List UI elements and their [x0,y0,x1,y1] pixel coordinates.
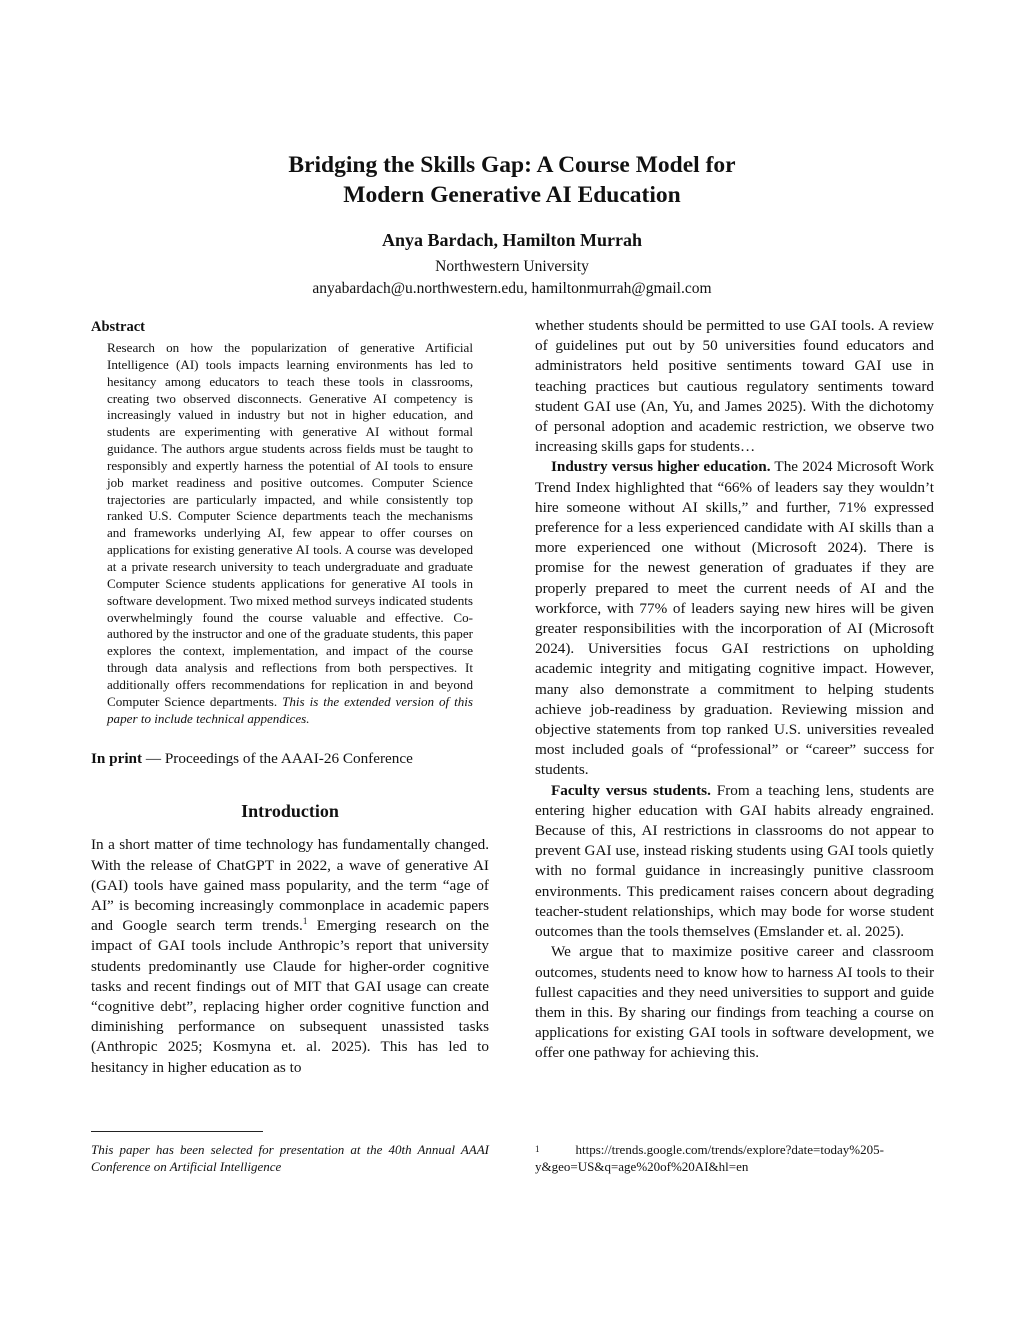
title-line-1: Bridging the Skills Gap: A Course Model for [288,152,736,178]
presentation-footnote: This paper has been selected for presentation at the 40th Annual AAAI Conference on Artificial Intelligence [91,1142,489,1174]
industry-text: The 2024 Microsoft Work Trend Index highlighted that “66% of leaders say they wouldn’t hire someone without AI skills,” and further, 71% expressed preference for a less experienced candidate with AI skills than a more experienced one without (Microsoft 2024). There is promise for the newest generation of graduates if they are properly prepared to meet the current needs of AI and the workforce, with 77% of leaders saying new hires will be given greater responsibilities with the incorporation of AI (Microsoft 2024). Universities focus GAI restrictions on upholding academic integrity and mitigating cognitive impact. However, many also demonstrate a commitment to helping students achieve job-readiness by graduation. Reviewing mission and objective statements from top ranked U.S. universities revealed most included goals of “professional” or “career” success for students. [535,458,934,779]
affiliation: Northwestern University [435,258,589,275]
abstract-italic-note: This is the extended version of this paper to include technical appendices. [107,693,474,726]
intro-paragraph-1 [91,835,489,1077]
right-column [535,316,934,1064]
in-print-line [91,749,489,769]
footnote-marker: 1 [302,916,308,927]
affiliation-block [150,256,874,300]
paper-title [150,150,874,210]
intro-paragraph-industry [535,457,934,780]
url-footnote-text: https://trends.google.com/trends/explore?date=today%205-y&geo=US&q=age%20of%20AI&hl=en [535,1142,884,1174]
in-print-text: — Proceedings of the AAAI-26 Conference [142,750,413,768]
footnote-rule [91,1131,263,1132]
url-footnote-number: 1 [535,1144,540,1154]
author-emails: anyabardach@u.northwestern.edu, hamiltonmurrah@gmail.com [312,280,712,297]
introduction-heading: Introduction [241,801,339,822]
faculty-text: From a teaching lens, students are entering higher education with GAI habits already engrained. Because of this, AI restrictions in classrooms do not appear to prevent GAI use, instead risking students using GAI tools quietly with no formal guidance in increasingly punitive classroom environments. This predicament raises concern about degrading teacher-student relationships, which may bode for worse student outcomes than the tools themselves (Emslander et. al. 2025). [535,781,934,941]
url-footnote [535,1141,934,1175]
industry-runin-heading: Industry versus higher education. [551,458,771,476]
abstract-text [107,340,473,727]
abstract-body: Research on how the popularization of generative Artificial Intelligence (AI) tools impacts learning environments has led to hesitancy among educators to teach these tools in classrooms, creating two observed disconnects. Generative AI competency is increasingly valued in industry but not in higher education, and students are experimenting with generative AI without formal guidance. The authors argue students across fields must be taught to responsibly and expertly harness the potential of AI tools to ensure job market readiness and positive outcomes. Computer Science trajectories are particularly impacted, and while consistently top ranked U.S. Computer Science departments teach the mechanisms and frameworks underlying AI, few appear to offer courses on applications for existing generative AI tools. A course was developed at a private research university to teach undergraduate and graduate Computer Science students applications for generative AI tools in software development. Two mixed method surveys indicated students overwhelmingly found the course valuable and effective. Co-authored by the instructor and one of the graduate students, this paper explores the context, implementation, and impact of the course through data analysis and reflections from both perspectives. It additionally offers recommendations for replication in and beyond Computer Science departments. [107,340,473,709]
intro-p1-end: Emerging research on the impact of GAI tools include Anthropic’s report that university students predominantly use Claude for higher-order cognitive tasks and recent findings out of MIT that GAI usage can create “cognitive debt”, replacing higher order cognitive function and diminishing performance on subsequent unassisted tasks (Anthropic 2025; Kosmyna et. al. 2025). This has led to hesitancy in higher education as to [91,917,489,1076]
in-print-label: In print [91,750,143,768]
left-column [91,316,489,1078]
intro-paragraph-faculty [535,781,934,943]
intro-paragraph-argument: We argue that to maximize positive career and classroom outcomes, students need to know how to harness AI tools to their fullest capacities and they need universities to support and guide them in this. By sharing our findings from teaching a course on applications for existing GAI tools in software development, we offer one pathway for achieving this. [535,943,934,1062]
intro-paragraph-1-continued: whether students should be permitted to use GAI tools. A review of guidelines put out by 50 universities found educators and administrators held positive sentiments toward GAI use in teaching practices but cautious regulatory sentiments toward student GAI use (An, Yu, and James 2025). With the dichotomy of personal adoption and academic restriction, we observe two increasing skills gaps for students… [535,317,934,456]
abstract-heading: Abstract [91,319,145,335]
authors: Anya Bardach, Hamilton Murrah [381,230,642,250]
intro-p1-start: In a short matter of time technology has fundamentally changed. With the release of ChatGPT in 2022, a wave of generative AI (GAI) tools have gained mass popularity, and the term “age of AI” is becoming increasingly commonplace in academic papers and Google search term trends. [91,836,489,935]
faculty-runin-heading: Faculty versus students. [551,781,711,799]
title-line-2: Modern Generative AI Education [343,182,681,208]
